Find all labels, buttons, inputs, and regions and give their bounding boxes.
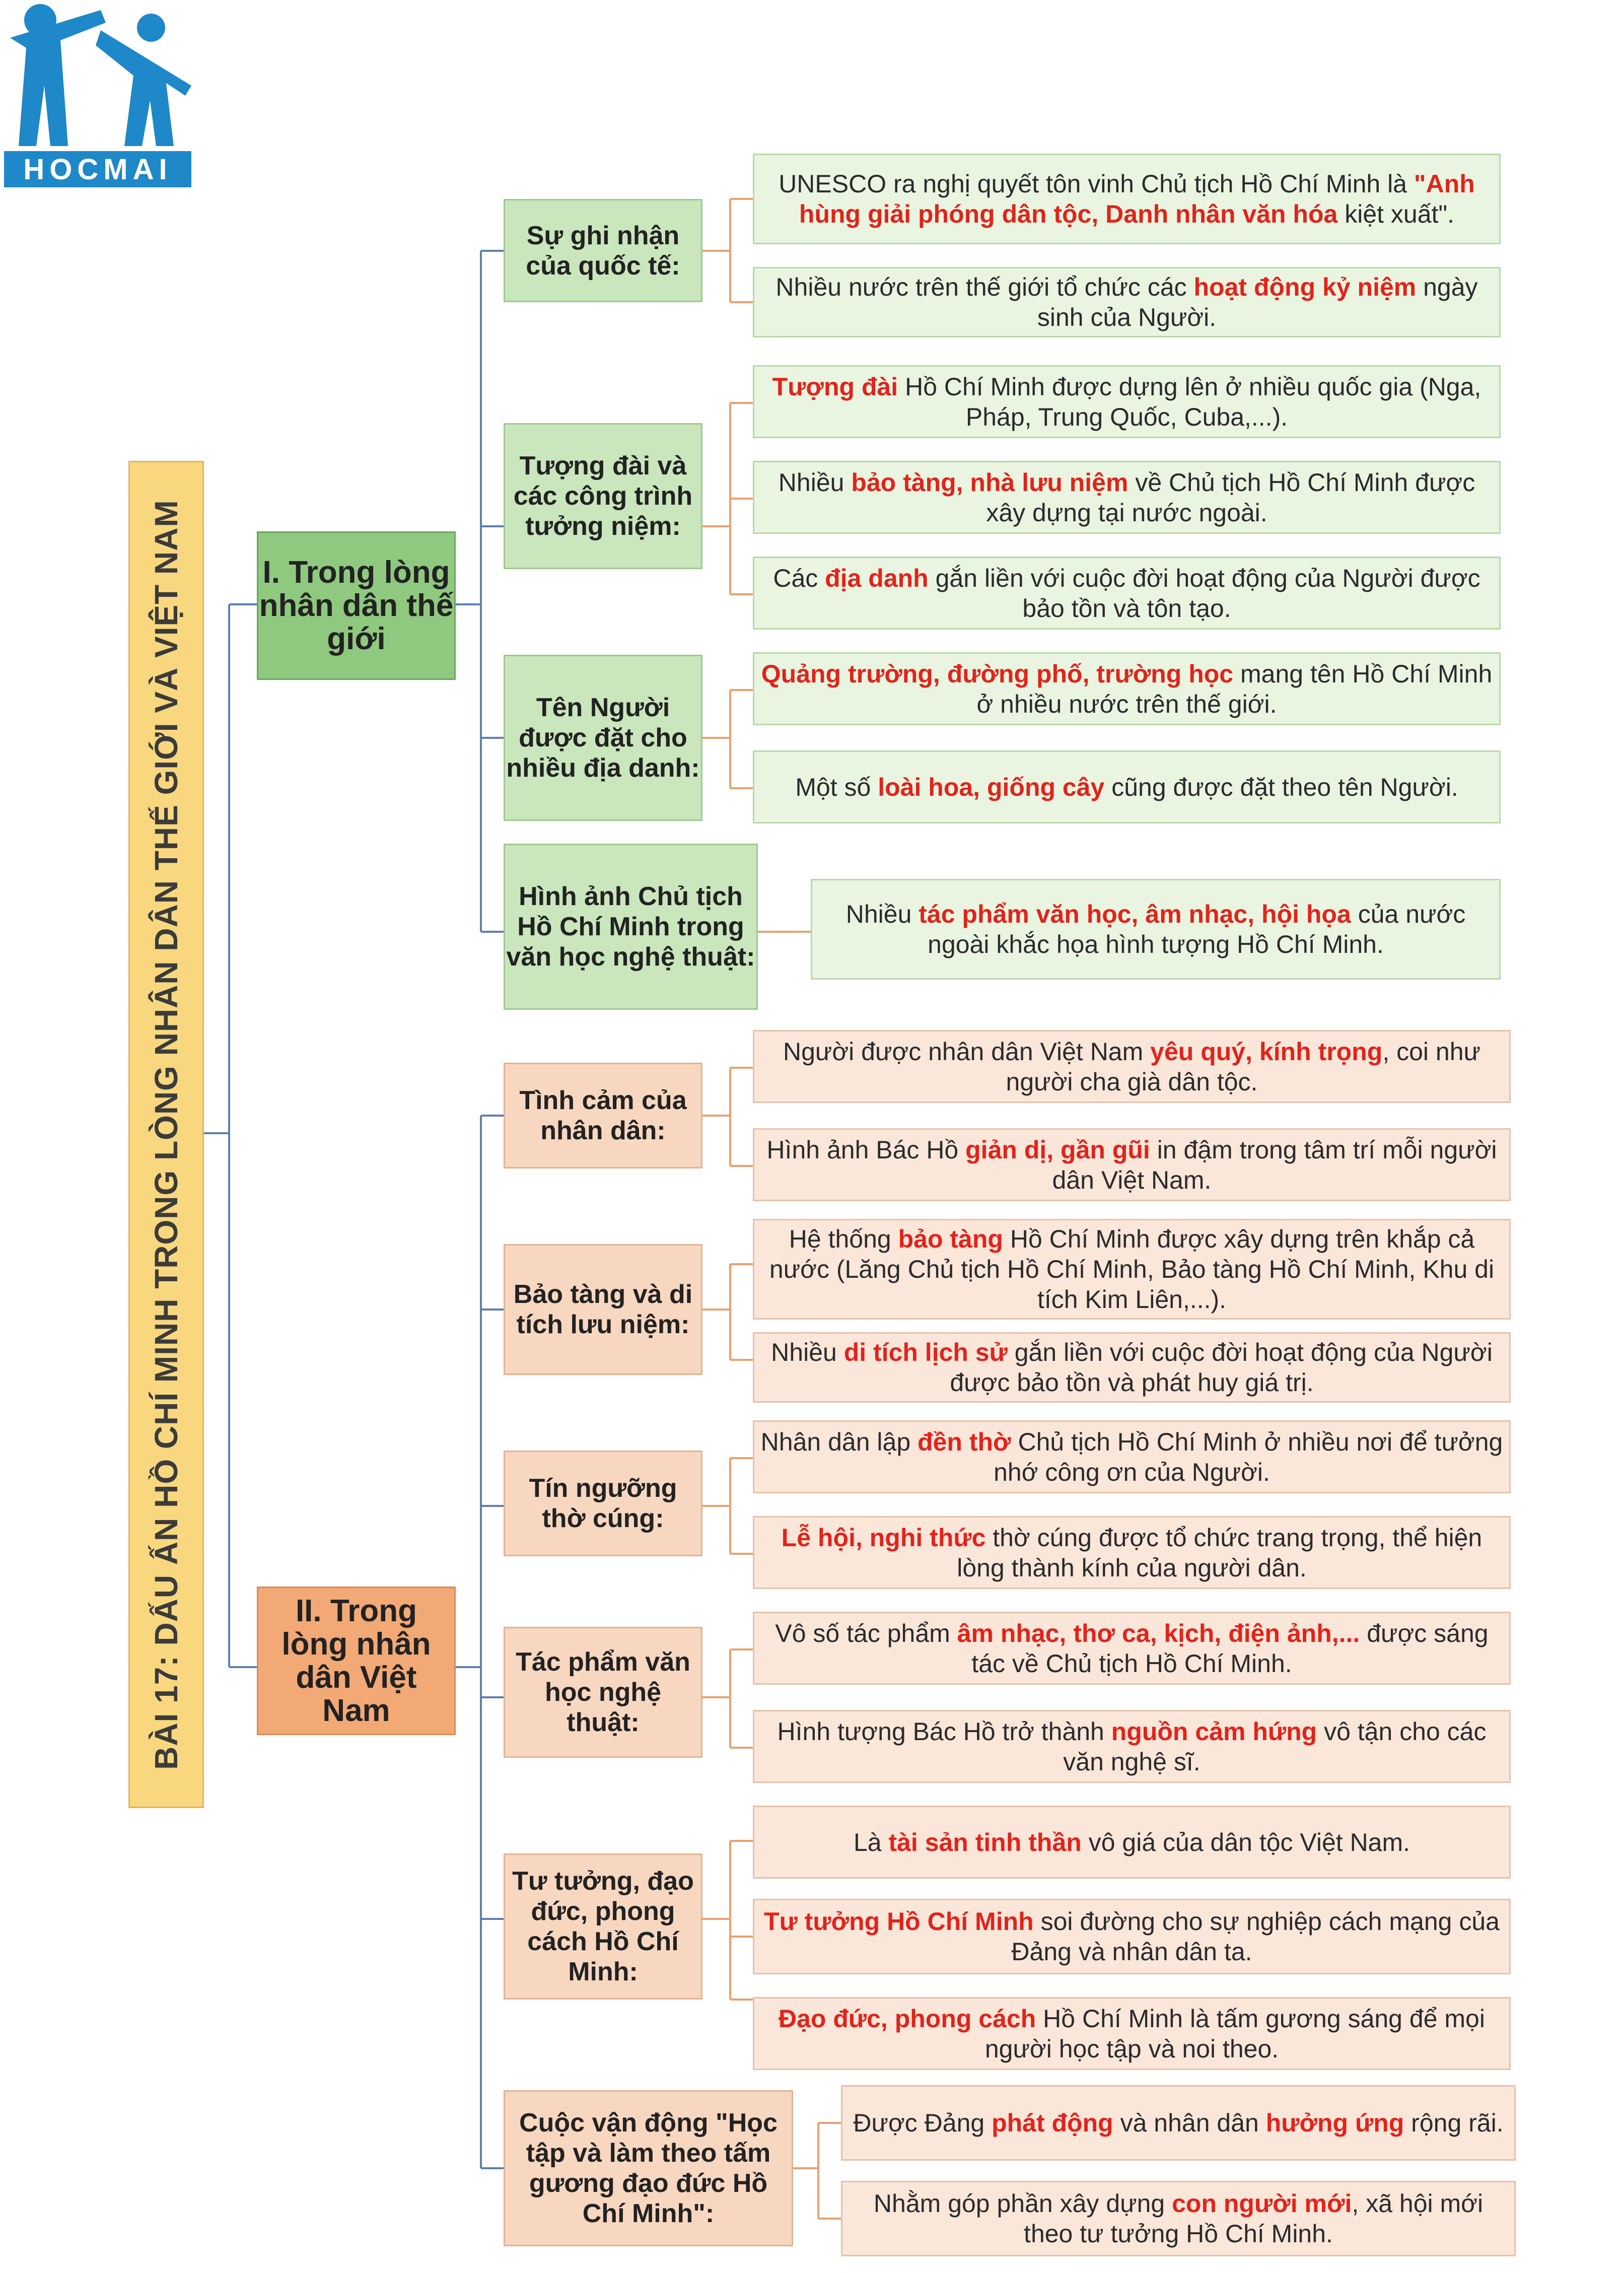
highlight-text: Đạo đức, phong cách [779,2004,1036,2033]
leaf-text-segment: vô giá của dân tộc Việt Nam. [1081,1828,1410,1856]
highlight-text: yêu quý, kính trọng [1150,1037,1383,1066]
leaf-text [759,1427,1504,1487]
leaf-text-segment: Nhiều [845,900,919,928]
leaf-text [759,659,1494,719]
leaf [753,267,1501,337]
leaf [753,1030,1511,1103]
sub-literature-arts-vn: Tác phẩm văn học nghệ thuật: [504,1627,702,1758]
leaf-text-segment: của nước ngoài khắc họa hình tượng Hồ Chí Minh. [928,900,1466,958]
leaf [753,1806,1511,1879]
highlight-text: Quảng trường, đường phố, trường học [761,659,1234,688]
highlight-text: loài hoa, giống cây [878,773,1105,801]
highlight-text: con người mới [1172,2189,1352,2218]
leaf-text-segment: Nhiều nước trên thế giới tổ chức các [775,273,1194,301]
leaf [753,365,1501,438]
leaf [841,2181,1516,2256]
leaf-text [817,899,1494,959]
leaf-text-segment: Người được nhân dân Việt Nam [783,1037,1151,1066]
leaf-text-segment: và nhân dân [1113,2109,1266,2137]
leaf-text-segment: ngày sinh của Người. [1037,273,1478,331]
leaf-text-segment: UNESCO ra nghị quyết tôn vinh Chủ tịch Hồ Chí Minh là [779,170,1414,198]
leaf-text-segment: in đậm trong tâm trí mỗi người dân Việt Nam. [1052,1135,1497,1194]
leaf [753,1710,1511,1783]
highlight-text: tác phẩm văn học, âm nhạc, hội họa [919,900,1351,928]
leaf [753,652,1501,725]
leaf-text-segment: được sáng tác về Chủ tịch Hồ Chí Minh. [971,1619,1489,1678]
highlight-text: giản dị, gần gũi [965,1135,1150,1164]
leaf [753,1516,1511,1589]
sub-monuments: Tượng đài và các công trình tưởng niệm: [504,423,702,569]
leaf [753,1612,1511,1685]
leaf-text-segment: Nhân dân lập [760,1427,918,1456]
leaf-text-segment: Hồ Chí Minh được dựng lên ở nhiều quốc gia (Nga, Pháp, Trung Quốc, Cuba,...). [898,372,1481,431]
section-1-box [257,531,456,680]
leaf-text-segment: Nhằm góp phần xây dựng [873,2189,1172,2218]
leaf-text-segment: rộng rãi. [1404,2109,1504,2137]
leaf-text-segment: , coi như người cha già dân tộc. [1006,1037,1480,1096]
leaf [753,1219,1511,1320]
highlight-text: Tượng đài [772,372,898,401]
leaf-text [759,1827,1504,1857]
leaf-text-segment: , xã hội mới theo tư tưởng Hồ Chí Minh. [1024,2189,1484,2248]
leaf-text [759,1523,1504,1583]
highlight-text: địa danh [825,564,929,592]
leaf-text-segment: Nhiều [771,1338,844,1366]
highlight-text: hoạt động kỷ niệm [1193,273,1417,301]
highlight-text: bảo tàng [898,1225,1003,1253]
leaf-text [759,1716,1504,1777]
leaf-text [848,2108,1509,2138]
highlight-text: phát động [992,2109,1113,2137]
highlight-text: Tư tưởng Hồ Chí Minh [764,1907,1034,1936]
leaf-text-segment: Hồ Chí Minh là tấm gương sáng để mọi người học tập và noi theo. [984,2004,1485,2063]
highlight-text: âm nhạc, thơ ca, kịch, điện ảnh,... [957,1619,1360,1647]
leaf-text-segment: Hệ thống [789,1225,898,1253]
leaf-text-segment: gắn liền với cuộc đời hoạt động của Người được bảo tồn và tôn tạo. [928,564,1480,623]
leaf-text-segment: Hồ Chí Minh được xây dựng trên khắp cả nước (Lăng Chủ tịch Hồ Chí Minh, Bảo tàng Hồ Chí Minh, Khu di tích Kim Liên,...). [769,1225,1495,1314]
leaf-text-segment: mang tên Hồ Chí Minh ở nhiều nước trên thế giới. [976,659,1493,718]
leaf-text [759,1037,1504,1097]
sub-campaign: Cuộc vận động "Học tập và làm theo tấm gương đạo đức Hồ Chí Minh": [504,2090,793,2246]
leaf-text [759,2004,1504,2064]
highlight-text: tài sản tinh thần [888,1828,1082,1856]
leaf-text-segment: kiệt xuất". [1337,200,1455,228]
leaf-text-segment: Nhiều [778,468,852,497]
leaf-text [848,2188,1509,2249]
leaf [753,154,1501,244]
leaf [841,2085,1516,2161]
leaf [753,1128,1511,1201]
leaf-text-segment: Vô số tác phẩm [775,1619,957,1647]
highlight-text: Lễ hội, nghi thức [781,1523,986,1552]
leaf-text-segment: vô tận cho các văn nghệ sĩ. [1063,1717,1487,1776]
leaf-text-segment: Các [773,564,825,592]
leaf-text [759,372,1494,432]
sub-museums-relics: Bảo tàng và di tích lưu niệm: [504,1244,702,1375]
leaf [753,557,1501,630]
sub-international-recognition: Sự ghi nhận của quốc tế: [504,199,702,302]
leaf-text [759,1906,1504,1967]
section-1-label: I. Trong lòng nhân dân thế giới [259,555,454,656]
highlight-text: hưởng ứng [1265,2109,1404,2137]
leaf [753,1420,1511,1493]
lesson-title-box [128,461,204,1808]
section-2-box [257,1587,456,1735]
leaf-text-segment: Hình ảnh Bác Hồ [766,1135,966,1164]
sub-place-names: Tên Người được đặt cho nhiều địa danh: [504,655,702,821]
leaf-text-segment: về Chủ tịch Hồ Chí Minh được xây dựng tại nước ngoài. [986,468,1475,527]
sub-ideology-ethics: Tư tưởng, đạo đức, phong cách Hồ Chí Minh: [504,1853,702,2000]
leaf-text-segment: thờ cúng được tổ chức trang trọng, thể hiện lòng thành kính của người dân. [957,1523,1482,1582]
leaf-text-segment: Được Đảng [853,2109,992,2137]
logo-text: HOCMAI [4,151,191,187]
leaf [811,879,1501,980]
section-2-label: II. Trong lòng nhân dân Việt Nam [281,1593,431,1728]
sub-people-affection: Tình cảm của nhân dân: [504,1063,702,1168]
leaf [753,750,1501,823]
leaf-text [759,1224,1504,1315]
highlight-text: di tích lịch sử [843,1338,1008,1366]
leaf-text-segment: gắn liền với cuộc đời hoạt động của Người được bảo tồn và phát huy giá trị. [950,1338,1493,1397]
lesson-title: BÀI 17: DẤU ẤN HỒ CHÍ MINH TRONG LÒNG NHÂN DÂN THẾ GIỚI VÀ VIỆT NAM [148,499,184,1770]
leaf [753,461,1501,534]
highlight-text: "Anh hùng giải phóng dân tộc, Danh nhân văn hóa [799,170,1475,228]
leaf-text [759,169,1494,229]
leaf-text [759,772,1494,802]
leaf-text-segment: Là [853,1828,889,1856]
leaf [753,1332,1511,1403]
leaf [753,1899,1511,1974]
leaf [753,1997,1511,2070]
highlight-text: bảo tàng, nhà lưu niệm [851,468,1128,497]
leaf-text [759,1337,1504,1398]
leaf-text [759,467,1494,528]
leaf-text-segment: Chủ tịch Hồ Chí Minh ở nhiều nơi để tưởng nhớ công ơn của Người. [994,1427,1503,1486]
sub-literature-arts-world: Hình ảnh Chủ tịch Hồ Chí Minh trong văn học nghệ thuật: [504,844,758,1010]
leaf-text-segment: Một số [795,773,878,801]
leaf-text [759,1135,1504,1195]
leaf-text-segment: soi đường cho sự nghiệp cách mạng của Đảng và nhân dân ta. [1011,1907,1500,1966]
leaf-text [759,272,1494,332]
highlight-text: nguồn cảm hứng [1111,1717,1317,1746]
highlight-text: đền thờ [917,1427,1011,1456]
leaf-text [759,1618,1504,1679]
leaf-text [759,563,1494,624]
leaf-text-segment: Hình tượng Bác Hồ trở thành [777,1717,1111,1746]
leaf-text-segment: cũng được đặt theo tên Người. [1104,773,1458,801]
sub-worship: Tín ngưỡng thờ cúng: [504,1451,702,1556]
